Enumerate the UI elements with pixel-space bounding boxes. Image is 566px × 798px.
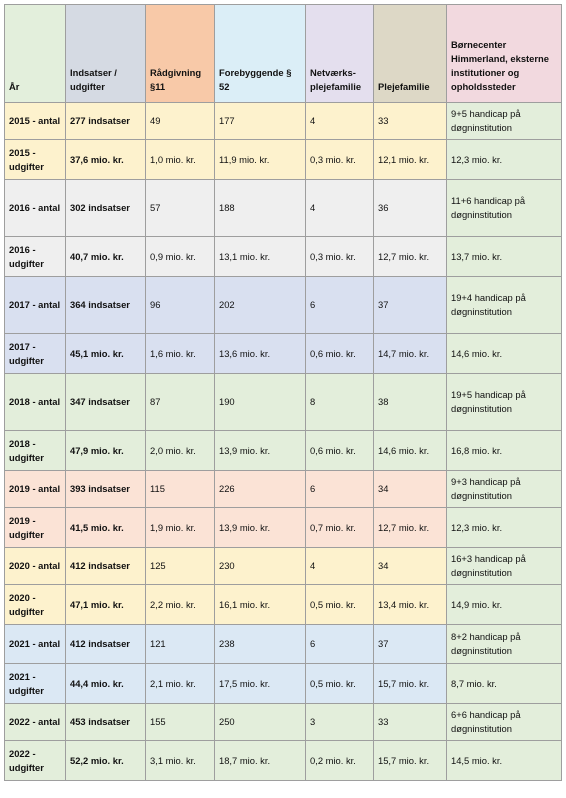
cell-total: 302 indsatser bbox=[66, 180, 146, 237]
cell-total: 40,7 mio. kr. bbox=[66, 237, 146, 277]
cell-raadgivning: 1,0 mio. kr. bbox=[146, 140, 215, 180]
table-row bbox=[5, 508, 562, 548]
cell-pleje: 36 bbox=[374, 180, 447, 237]
cell-pleje: 12,1 mio. kr. bbox=[374, 140, 447, 180]
cell-total: 45,1 mio. kr. bbox=[66, 334, 146, 374]
cell-total: 44,4 mio. kr. bbox=[66, 664, 146, 704]
header-row bbox=[5, 5, 562, 103]
cell-forebyggende: 190 bbox=[215, 374, 306, 431]
cell-raadgivning: 2,1 mio. kr. bbox=[146, 664, 215, 704]
table-row bbox=[5, 585, 562, 625]
cell-total: 412 indsatser bbox=[66, 625, 146, 664]
cell-year: 2020 - udgifter bbox=[5, 585, 66, 625]
header-forebyggende: Forebyggende § 52 bbox=[215, 5, 306, 103]
cell-raadgivning: 57 bbox=[146, 180, 215, 237]
cell-pleje: 14,7 mio. kr. bbox=[374, 334, 447, 374]
table-row bbox=[5, 704, 562, 741]
cell-netvaerk: 4 bbox=[306, 180, 374, 237]
cell-boernecenter: 14,9 mio. kr. bbox=[447, 585, 562, 625]
cell-year: 2020 - antal bbox=[5, 548, 66, 585]
cell-pleje: 34 bbox=[374, 548, 447, 585]
cell-year: 2022 - udgifter bbox=[5, 741, 66, 781]
cell-total: 52,2 mio. kr. bbox=[66, 741, 146, 781]
cell-forebyggende: 238 bbox=[215, 625, 306, 664]
cell-forebyggende: 230 bbox=[215, 548, 306, 585]
cell-year: 2017 - antal bbox=[5, 277, 66, 334]
cell-pleje: 13,4 mio. kr. bbox=[374, 585, 447, 625]
cell-netvaerk: 0,5 mio. kr. bbox=[306, 664, 374, 704]
cell-boernecenter: 9+5 handicap på døgninstitution bbox=[447, 103, 562, 140]
table-row bbox=[5, 277, 562, 334]
cell-year: 2015 - antal bbox=[5, 103, 66, 140]
cell-year: 2016 - udgifter bbox=[5, 237, 66, 277]
cell-raadgivning: 155 bbox=[146, 704, 215, 741]
header-year: År bbox=[5, 5, 66, 103]
cell-boernecenter: 16,8 mio. kr. bbox=[447, 431, 562, 471]
cell-year: 2018 - udgifter bbox=[5, 431, 66, 471]
cell-boernecenter: 14,6 mio. kr. bbox=[447, 334, 562, 374]
cell-raadgivning: 49 bbox=[146, 103, 215, 140]
cell-boernecenter: 14,5 mio. kr. bbox=[447, 741, 562, 781]
cell-year: 2017 - udgifter bbox=[5, 334, 66, 374]
cell-forebyggende: 202 bbox=[215, 277, 306, 334]
cell-netvaerk: 0,6 mio. kr. bbox=[306, 431, 374, 471]
cell-year: 2015 - udgifter bbox=[5, 140, 66, 180]
cell-total: 393 indsatser bbox=[66, 471, 146, 508]
cell-pleje: 34 bbox=[374, 471, 447, 508]
cell-raadgivning: 115 bbox=[146, 471, 215, 508]
header-pleje: Plejefamilie bbox=[374, 5, 447, 103]
cell-pleje: 12,7 mio. kr. bbox=[374, 508, 447, 548]
cell-pleje: 14,6 mio. kr. bbox=[374, 431, 447, 471]
cell-pleje: 37 bbox=[374, 625, 447, 664]
cell-pleje: 15,7 mio. kr. bbox=[374, 741, 447, 781]
cell-netvaerk: 6 bbox=[306, 277, 374, 334]
cell-forebyggende: 177 bbox=[215, 103, 306, 140]
cell-boernecenter: 11+6 handicap på døgninstitution bbox=[447, 180, 562, 237]
cell-netvaerk: 0,3 mio. kr. bbox=[306, 140, 374, 180]
cell-forebyggende: 13,9 mio. kr. bbox=[215, 508, 306, 548]
cell-raadgivning: 96 bbox=[146, 277, 215, 334]
cell-netvaerk: 0,2 mio. kr. bbox=[306, 741, 374, 781]
cell-forebyggende: 13,6 mio. kr. bbox=[215, 334, 306, 374]
cell-forebyggende: 250 bbox=[215, 704, 306, 741]
cell-boernecenter: 19+4 handicap på døgninstitution bbox=[447, 277, 562, 334]
cell-boernecenter: 6+6 handicap på døgninstitution bbox=[447, 704, 562, 741]
cell-raadgivning: 125 bbox=[146, 548, 215, 585]
cell-boernecenter: 16+3 handicap på døgninstitution bbox=[447, 548, 562, 585]
cell-boernecenter: 12,3 mio. kr. bbox=[447, 140, 562, 180]
cell-year: 2021 - antal bbox=[5, 625, 66, 664]
cell-year: 2021 - udgifter bbox=[5, 664, 66, 704]
cell-total: 347 indsatser bbox=[66, 374, 146, 431]
cell-raadgivning: 121 bbox=[146, 625, 215, 664]
table-row bbox=[5, 431, 562, 471]
cell-forebyggende: 17,5 mio. kr. bbox=[215, 664, 306, 704]
cell-year: 2019 - udgifter bbox=[5, 508, 66, 548]
table-row bbox=[5, 237, 562, 277]
table-row bbox=[5, 140, 562, 180]
cell-raadgivning: 3,1 mio. kr. bbox=[146, 741, 215, 781]
cell-year: 2018 - antal bbox=[5, 374, 66, 431]
cell-netvaerk: 0,5 mio. kr. bbox=[306, 585, 374, 625]
cell-netvaerk: 4 bbox=[306, 548, 374, 585]
cell-total: 47,9 mio. kr. bbox=[66, 431, 146, 471]
cell-total: 277 indsatser bbox=[66, 103, 146, 140]
table-row bbox=[5, 741, 562, 781]
cell-pleje: 33 bbox=[374, 103, 447, 140]
cell-total: 453 indsatser bbox=[66, 704, 146, 741]
cell-boernecenter: 13,7 mio. kr. bbox=[447, 237, 562, 277]
cell-raadgivning: 1,9 mio. kr. bbox=[146, 508, 215, 548]
cell-year: 2022 - antal bbox=[5, 704, 66, 741]
cell-raadgivning: 2,0 mio. kr. bbox=[146, 431, 215, 471]
cell-boernecenter: 19+5 handicap på døgninstitution bbox=[447, 374, 562, 431]
cell-netvaerk: 8 bbox=[306, 374, 374, 431]
cell-forebyggende: 226 bbox=[215, 471, 306, 508]
cell-raadgivning: 2,2 mio. kr. bbox=[146, 585, 215, 625]
cell-pleje: 12,7 mio. kr. bbox=[374, 237, 447, 277]
table-row bbox=[5, 103, 562, 140]
cell-total: 41,5 mio. kr. bbox=[66, 508, 146, 548]
cell-forebyggende: 13,9 mio. kr. bbox=[215, 431, 306, 471]
cell-total: 47,1 mio. kr. bbox=[66, 585, 146, 625]
cell-pleje: 37 bbox=[374, 277, 447, 334]
table-row bbox=[5, 625, 562, 664]
cell-boernecenter: 8+2 handicap på døgninstitution bbox=[447, 625, 562, 664]
header-netvaerk: Netværks-plejefamilie bbox=[306, 5, 374, 103]
data-table bbox=[4, 4, 562, 781]
cell-raadgivning: 1,6 mio. kr. bbox=[146, 334, 215, 374]
cell-netvaerk: 6 bbox=[306, 625, 374, 664]
header-boernecenter: Børnecenter Himmerland, eksterne institutioner og opholdssteder bbox=[447, 5, 562, 103]
header-raadgivning: Rådgivning §11 bbox=[146, 5, 215, 103]
cell-boernecenter: 8,7 mio. kr. bbox=[447, 664, 562, 704]
cell-forebyggende: 16,1 mio. kr. bbox=[215, 585, 306, 625]
table-row bbox=[5, 471, 562, 508]
cell-forebyggende: 11,9 mio. kr. bbox=[215, 140, 306, 180]
cell-raadgivning: 87 bbox=[146, 374, 215, 431]
cell-pleje: 38 bbox=[374, 374, 447, 431]
cell-pleje: 33 bbox=[374, 704, 447, 741]
table-row bbox=[5, 664, 562, 704]
cell-total: 37,6 mio. kr. bbox=[66, 140, 146, 180]
table-body bbox=[5, 103, 562, 781]
cell-total: 412 indsatser bbox=[66, 548, 146, 585]
cell-year: 2016 - antal bbox=[5, 180, 66, 237]
cell-total: 364 indsatser bbox=[66, 277, 146, 334]
cell-netvaerk: 6 bbox=[306, 471, 374, 508]
cell-forebyggende: 13,1 mio. kr. bbox=[215, 237, 306, 277]
cell-netvaerk: 0,3 mio. kr. bbox=[306, 237, 374, 277]
cell-pleje: 15,7 mio. kr. bbox=[374, 664, 447, 704]
cell-netvaerk: 0,7 mio. kr. bbox=[306, 508, 374, 548]
cell-boernecenter: 12,3 mio. kr. bbox=[447, 508, 562, 548]
cell-boernecenter: 9+3 handicap på døgninstitution bbox=[447, 471, 562, 508]
table-row bbox=[5, 548, 562, 585]
table-row bbox=[5, 334, 562, 374]
header-total: Indsatser / udgifter bbox=[66, 5, 146, 103]
cell-netvaerk: 0,6 mio. kr. bbox=[306, 334, 374, 374]
cell-forebyggende: 188 bbox=[215, 180, 306, 237]
table-row bbox=[5, 374, 562, 431]
cell-forebyggende: 18,7 mio. kr. bbox=[215, 741, 306, 781]
cell-netvaerk: 4 bbox=[306, 103, 374, 140]
cell-year: 2019 - antal bbox=[5, 471, 66, 508]
cell-netvaerk: 3 bbox=[306, 704, 374, 741]
table-row bbox=[5, 180, 562, 237]
cell-raadgivning: 0,9 mio. kr. bbox=[146, 237, 215, 277]
